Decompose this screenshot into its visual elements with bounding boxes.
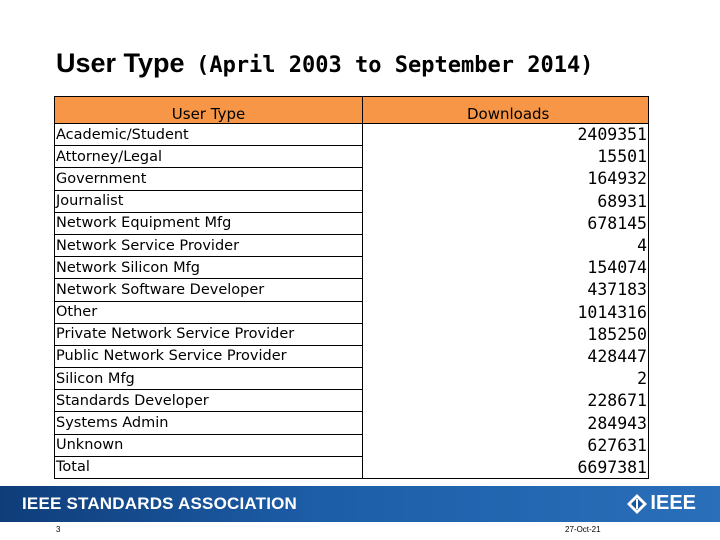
user-type-cell: Network Service Provider bbox=[55, 234, 363, 256]
table-row bbox=[55, 434, 649, 456]
table-row bbox=[55, 168, 649, 190]
table-header-row bbox=[55, 97, 649, 124]
downloads-cell: 185250 bbox=[363, 323, 649, 345]
column-header-downloads: Downloads bbox=[363, 97, 649, 124]
user-type-cell: Journalist bbox=[55, 190, 363, 212]
slide-title-range: (April 2003 to September 2014) bbox=[196, 53, 594, 78]
downloads-cell: 164932 bbox=[363, 168, 649, 190]
user-type-cell: Unknown bbox=[55, 434, 363, 456]
slide-title-main: User Type bbox=[56, 48, 185, 78]
downloads-cell: 284943 bbox=[363, 412, 649, 434]
user-type-cell: Network Equipment Mfg bbox=[55, 212, 363, 234]
table-row bbox=[55, 301, 649, 323]
downloads-cell: 228671 bbox=[363, 390, 649, 412]
table-body bbox=[55, 124, 649, 479]
table-row bbox=[55, 456, 649, 478]
user-type-cell: Government bbox=[55, 168, 363, 190]
downloads-cell: 4 bbox=[363, 234, 649, 256]
table-row bbox=[55, 279, 649, 301]
user-type-cell: Other bbox=[55, 301, 363, 323]
table-row bbox=[55, 234, 649, 256]
table-row bbox=[55, 323, 649, 345]
downloads-cell: 437183 bbox=[363, 279, 649, 301]
table-row bbox=[55, 212, 649, 234]
downloads-cell: 2409351 bbox=[363, 124, 649, 146]
downloads-table bbox=[54, 96, 649, 479]
table-row bbox=[55, 390, 649, 412]
downloads-cell: 1014316 bbox=[363, 301, 649, 323]
user-type-cell: Private Network Service Provider bbox=[55, 323, 363, 345]
user-type-cell: Silicon Mfg bbox=[55, 368, 363, 390]
ieee-logo-text: IEEE bbox=[650, 492, 696, 514]
downloads-cell: 154074 bbox=[363, 257, 649, 279]
table-row bbox=[55, 368, 649, 390]
ieee-logo bbox=[626, 492, 696, 515]
page-number: 3 bbox=[56, 525, 61, 534]
user-type-cell: Public Network Service Provider bbox=[55, 345, 363, 367]
slide-title bbox=[56, 48, 593, 79]
downloads-cell: 2 bbox=[363, 368, 649, 390]
org-name: IEEE STANDARDS ASSOCIATION bbox=[22, 494, 298, 513]
footer-band bbox=[0, 486, 720, 522]
downloads-cell: 627631 bbox=[363, 434, 649, 456]
user-type-cell: Network Silicon Mfg bbox=[55, 257, 363, 279]
table-row bbox=[55, 190, 649, 212]
downloads-cell: 15501 bbox=[363, 146, 649, 168]
user-type-cell: Attorney/Legal bbox=[55, 146, 363, 168]
downloads-cell: 6697381 bbox=[363, 456, 649, 478]
user-type-cell: Academic/Student bbox=[55, 124, 363, 146]
ieee-diamond-icon bbox=[626, 493, 648, 515]
user-type-cell: Total bbox=[55, 456, 363, 478]
user-type-cell: Systems Admin bbox=[55, 412, 363, 434]
table-row bbox=[55, 345, 649, 367]
slide-date: 27-Oct-21 bbox=[565, 525, 601, 534]
user-type-cell: Standards Developer bbox=[55, 390, 363, 412]
downloads-cell: 428447 bbox=[363, 345, 649, 367]
column-header-user-type: User Type bbox=[55, 97, 363, 124]
user-type-cell: Network Software Developer bbox=[55, 279, 363, 301]
downloads-cell: 678145 bbox=[363, 212, 649, 234]
table-row bbox=[55, 257, 649, 279]
table-row bbox=[55, 124, 649, 146]
downloads-cell: 68931 bbox=[363, 190, 649, 212]
table-row bbox=[55, 412, 649, 434]
table-row bbox=[55, 146, 649, 168]
